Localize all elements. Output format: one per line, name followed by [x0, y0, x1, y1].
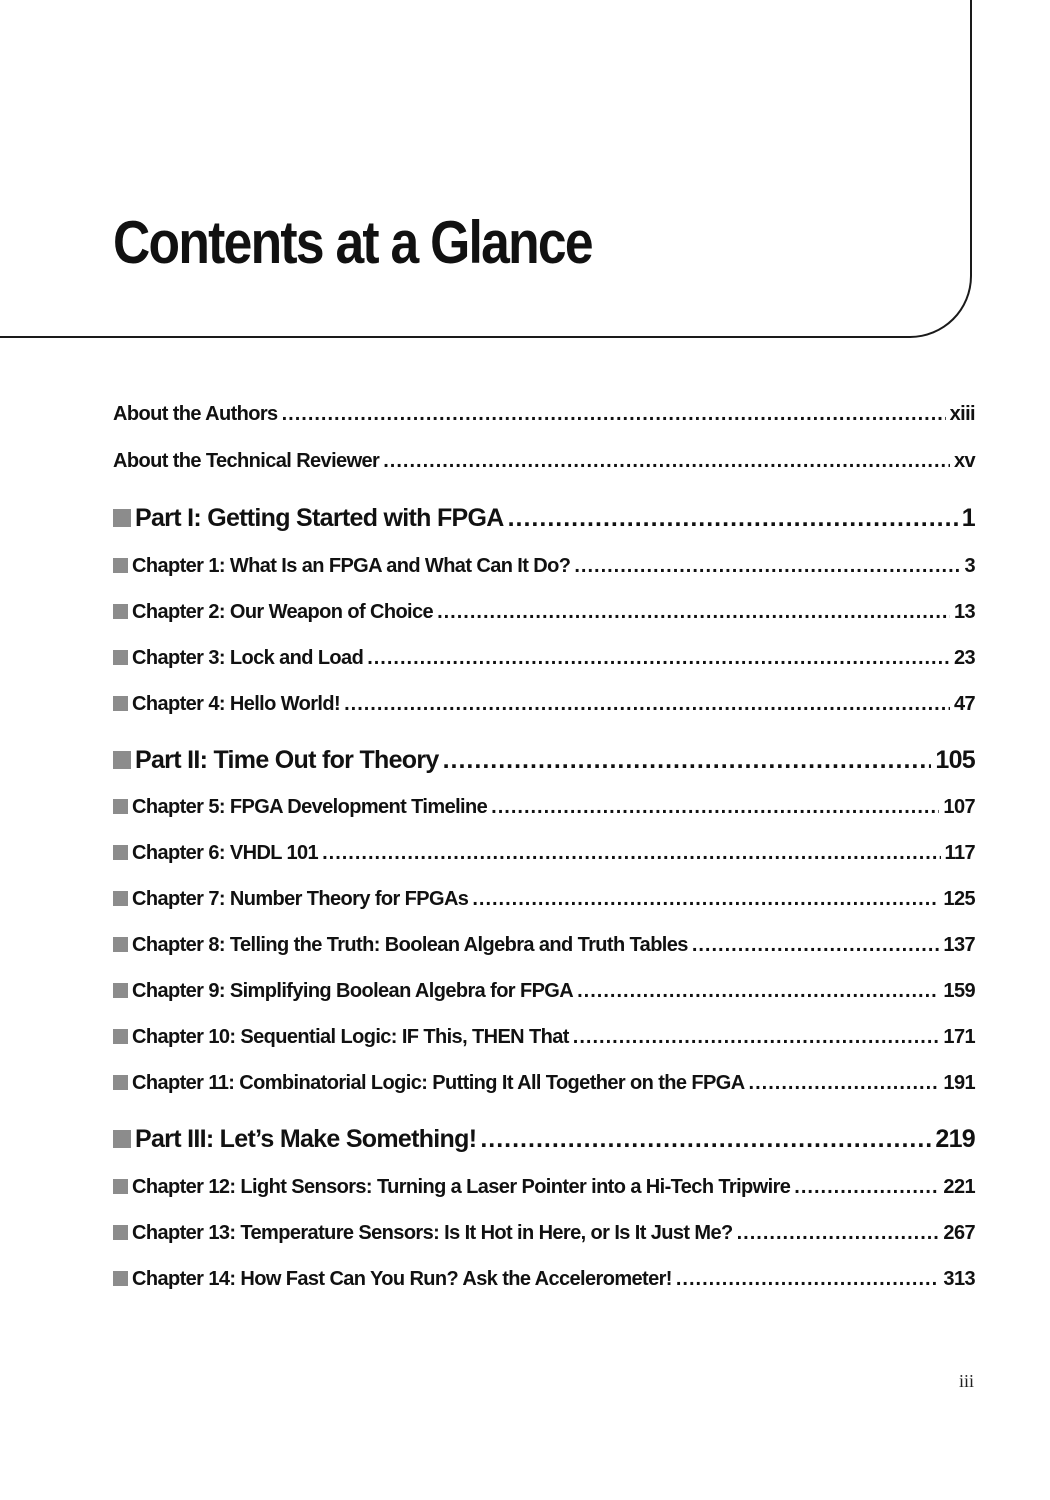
toc-entry-page: 137	[943, 934, 975, 956]
square-bullet-icon	[113, 558, 128, 573]
dot-leader	[574, 556, 960, 576]
dot-leader	[443, 748, 932, 773]
square-bullet-icon	[113, 891, 128, 906]
dot-leader	[508, 506, 958, 531]
toc-entry-part-2[interactable]	[113, 748, 975, 773]
toc-entry-title: Chapter 14: How Fast Can You Run? Ask the Accelerometer!	[132, 1268, 672, 1290]
dot-leader	[749, 1073, 940, 1093]
square-bullet-icon	[113, 937, 128, 952]
toc-entry-title: Chapter 6: VHDL 101	[132, 842, 319, 864]
toc-entry-title: Chapter 2: Our Weapon of Choice	[132, 601, 434, 623]
toc-entry-title: Chapter 1: What Is an FPGA and What Can It Do?	[132, 555, 571, 577]
dot-leader	[383, 451, 950, 471]
toc-entry-page: 23	[953, 647, 975, 669]
square-bullet-icon	[113, 1075, 128, 1090]
toc-entry-chapter-5[interactable]	[113, 797, 975, 817]
toc-entry-title: Chapter 3: Lock and Load	[132, 647, 364, 669]
toc-entry-title: About the Authors	[113, 403, 278, 425]
square-bullet-icon	[113, 696, 128, 711]
toc-entry-chapter-11[interactable]	[113, 1073, 975, 1093]
square-bullet-icon	[113, 1179, 128, 1194]
dot-leader	[676, 1269, 940, 1289]
toc-entry-title: About the Technical Reviewer	[113, 450, 380, 472]
toc-entry-part-1[interactable]	[113, 506, 975, 531]
square-bullet-icon	[113, 983, 128, 998]
toc-entry-chapter-3[interactable]	[113, 648, 975, 668]
toc-entry-page: 117	[944, 842, 975, 864]
toc-entry-chapter-4[interactable]	[113, 694, 975, 714]
square-bullet-icon	[113, 509, 131, 527]
square-bullet-icon	[113, 845, 128, 860]
toc-entry-title: Part I: Getting Started with FPGA	[135, 504, 504, 532]
square-bullet-icon	[113, 1271, 128, 1286]
toc-entry-chapter-10[interactable]	[113, 1027, 975, 1047]
dot-leader	[794, 1177, 939, 1197]
dot-leader	[367, 648, 950, 668]
square-bullet-icon	[113, 1225, 128, 1240]
toc-entry-page: 3	[964, 555, 975, 577]
square-bullet-icon	[113, 1029, 128, 1044]
toc-entry-title: Chapter 8: Telling the Truth: Boolean Algebra and Truth Tables	[132, 934, 688, 956]
toc-entry-title: Chapter 10: Sequential Logic: IF This, THEN That	[132, 1026, 569, 1048]
toc-entry-title: Chapter 7: Number Theory for FPGAs	[132, 888, 469, 910]
toc-entry-title: Chapter 11: Combinatorial Logic: Putting It All Together on the FPGA	[132, 1072, 745, 1094]
toc-entry-part-3[interactable]	[113, 1127, 975, 1152]
dot-leader	[282, 404, 946, 424]
toc-entry-title: Chapter 5: FPGA Development Timeline	[132, 796, 488, 818]
square-bullet-icon	[113, 604, 128, 619]
toc-entry-page: 159	[943, 980, 975, 1002]
toc-entry-about-authors[interactable]	[113, 404, 975, 424]
dot-leader	[491, 797, 939, 817]
toc-entry-page: 1	[961, 504, 975, 532]
toc-entry-chapter-1[interactable]	[113, 556, 975, 576]
dot-leader	[577, 981, 939, 1001]
toc-entry-title: Part III: Let’s Make Something!	[135, 1125, 477, 1153]
toc-entry-title: Chapter 13: Temperature Sensors: Is It Hot in Here, or Is It Just Me?	[132, 1222, 733, 1244]
square-bullet-icon	[113, 1130, 131, 1148]
toc-entry-chapter-9[interactable]	[113, 981, 975, 1001]
page-number: iii	[958, 1371, 974, 1391]
dot-leader	[322, 843, 940, 863]
toc-entry-page: 313	[943, 1268, 975, 1290]
toc-entry-page: 105	[935, 746, 975, 774]
toc-entry-page: xv	[953, 450, 975, 472]
square-bullet-icon	[113, 799, 128, 814]
toc-entry-page: 47	[953, 693, 975, 715]
toc-entry-chapter-2[interactable]	[113, 602, 975, 622]
dot-leader	[480, 1127, 931, 1152]
page-title: Contents at a Glance	[113, 209, 592, 276]
square-bullet-icon	[113, 650, 128, 665]
dot-leader	[692, 935, 940, 955]
toc-entry-page: 267	[943, 1222, 975, 1244]
toc-entry-title: Part II: Time Out for Theory	[135, 746, 439, 774]
toc-entry-chapter-13[interactable]	[113, 1223, 975, 1243]
toc-entry-page: 191	[943, 1072, 975, 1094]
toc-entry-page: xiii	[949, 403, 975, 425]
toc-entry-chapter-14[interactable]	[113, 1269, 975, 1289]
toc-entry-title: Chapter 9: Simplifying Boolean Algebra for FPGA	[132, 980, 574, 1002]
toc-entry-page: 219	[935, 1125, 975, 1153]
toc-entry-title: Chapter 4: Hello World!	[132, 693, 341, 715]
toc-entry-chapter-7[interactable]	[113, 889, 975, 909]
toc-entry-chapter-8[interactable]	[113, 935, 975, 955]
dot-leader	[437, 602, 950, 622]
toc-entry-title: Chapter 12: Light Sensors: Turning a Laser Pointer into a Hi-Tech Tripwire	[132, 1176, 791, 1198]
toc-entry-page: 171	[943, 1026, 975, 1048]
toc-entry-about-reviewer[interactable]	[113, 451, 975, 471]
dot-leader	[737, 1223, 940, 1243]
toc-entry-chapter-6[interactable]	[113, 843, 975, 863]
toc-entry-page: 107	[943, 796, 975, 818]
toc-entry-page: 13	[953, 601, 975, 623]
dot-leader	[344, 694, 950, 714]
dot-leader	[472, 889, 939, 909]
dot-leader	[573, 1027, 940, 1047]
toc-entry-chapter-12[interactable]	[113, 1177, 975, 1197]
square-bullet-icon	[113, 751, 131, 769]
toc-entry-page: 125	[943, 888, 975, 910]
header-frame	[0, 0, 972, 338]
toc-entry-page: 221	[943, 1176, 975, 1198]
